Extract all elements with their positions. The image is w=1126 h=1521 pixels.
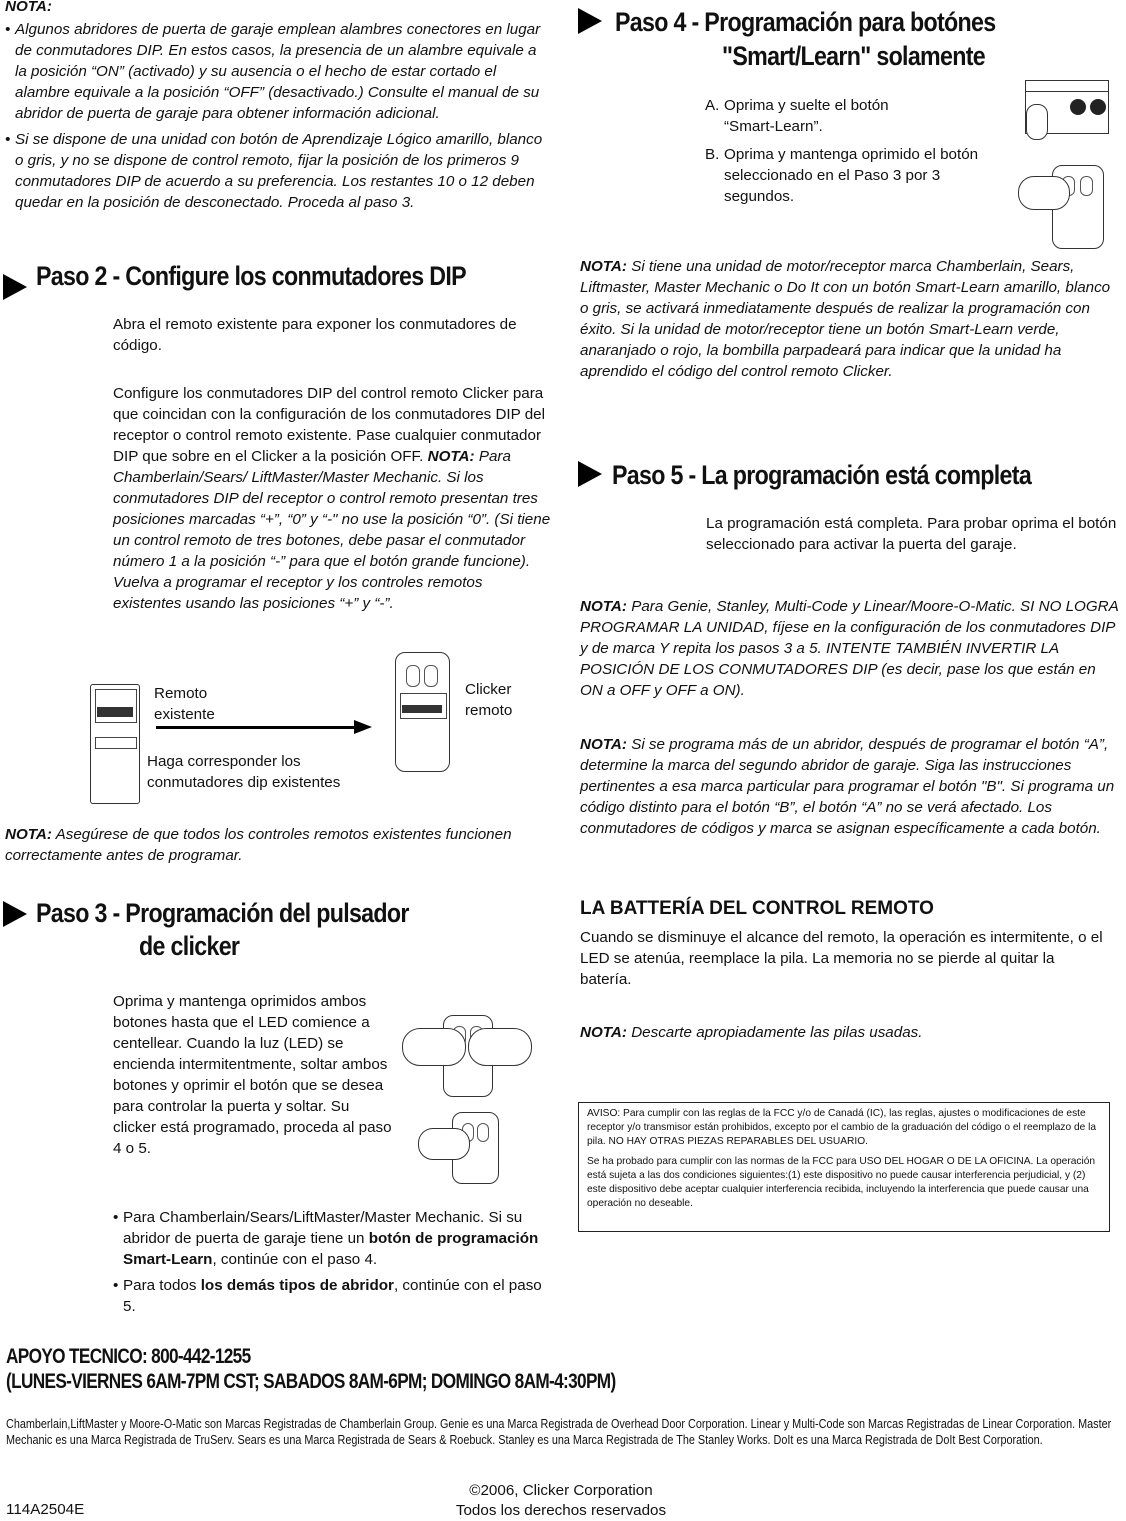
left-hand-icon [402,1028,466,1066]
match-dip-label: Haga corresponder los conmutadores dip existentes [147,753,341,791]
top-note-label: NOTA: [5,0,52,15]
step3-bullet2-bold: los demás tipos de abridor [200,1277,394,1294]
step3-para: Oprima y mantenga oprimidos ambos botones hasta que el LED comience a centellear. Cuando la luz (LED) se encienda intermitentmente, soltar ambos botones y oprimir el botón que se desea para controlar la puerta y soltar. Su clicker está programado, proceda al paso 4 o 5. [113,993,392,1157]
rights-reserved: Todos los derechos reservados [455,1502,667,1519]
step2-title: Paso 2 - Configure los conmutadores DIP [36,261,466,291]
step3-bullet2-text: Para todos [123,1277,197,1294]
pressing-hand-icon [418,1128,470,1160]
step3-bullet-list [113,1207,548,1317]
step4-item-b-text: Oprima y mantenga oprimido el botón seleccionado en el Paso 3 por 3 segundos. [724,146,979,205]
step3-title-line2: de clicker [139,931,240,961]
step4-item-a-text: Oprima y suelte el botón “Smart-Learn”. [724,97,889,135]
arrow-head-icon [354,720,372,734]
step2-para2 [113,383,551,614]
top-note-item: • Algunos abridores de puerta de garaje emplean alambres conectores en lugar de conmutadores DIP. En estos casos, la presencia de un alambre equivale a la posición “ON” (activado) y su ausencia o el hecho de estar cortado el alambre equivale a la posición “OFF” (desactivado.) Consulte el manual de su abridor de puerta de garaje para obtener información adicional. [5,19,550,124]
battery-para: Cuando se disminuye el alcance del remoto, la operación es intermitente, o el LED se atenúa, reemplace la pila. La memoria no se pierde al quitar la batería. [580,929,1103,988]
arrow-line [156,726,356,729]
step5-note2-text: Si se programa más de un abridor, después de programar el botón “A”, determine la marca del segundo abridor de garaje. Siga las instrucciones pertinentes a esa marca particular para programar el botón "B". Si programa un código distinto para el botón “B”, el botón “A” no se verá afectado. Los conmutadores de códigos y marca se asignan específicamente a cada botón. [580,736,1115,837]
step4-note [580,256,1120,382]
step4-note-label: NOTA: [580,258,627,275]
battery-title: LA BATTERÍA DEL CONTROL REMOTO [580,898,934,919]
step3-bullet1-text: Para Chamberlain/Sears/LiftMaster/Master Mechanic. Si su abridor de puerta de garaje tiene un [123,1209,523,1247]
battery-note-text: Descarte apropiadamente las pilas usadas. [631,1024,923,1041]
step3-bullet1-bold: botón de programación Smart-Learn [123,1230,539,1268]
step4-title-line1: Paso 4 - Programación para botónes [615,7,996,37]
step5-note1-text: Para Genie, Stanley, Multi-Code y Linear/Moore-O-Matic. SI NO LOGRA PROGRAMAR LA UNIDAD, fíjese en la configuración de los conmutadores DIP y de marca Y repita los pasos 3 a 5. INTENTE TAMBIÉN INVERTIR LA POSICIÓN DE LOS CONMUTADORES DIP (es decir, pase los que están en ON a OFF y OFF a ON). [580,598,1119,699]
trademarks: Chamberlain,LiftMaster y Moore-O-Matic son Marcas Registradas de Chamberlain Group. Genie es una Marca Registrada de Overhead Door Corporation. Linear y Multi-Code son Marcas Registradas de Linear Corporation. Master Mechanic es una Marca Registrada de TruServ. Sears es una Marca Registrada de Sears & Roebuck. Stanley es una Marca Registrada de The Stanley Works. DoIt es una Marca Registrada de DoIt Best Corporation. [6,1417,1112,1447]
support-hours: (LUNES-VIERNES 6AM-7PM CST; SABADOS 8AM-6PM; DOMINGO 8AM-4:30PM) [6,1370,616,1393]
step4-item-a-label: A. [705,97,720,114]
existing-remote-illustration [90,684,140,804]
step4-hand-icon [1018,176,1070,210]
battery-note [580,1022,1110,1043]
support-phone: APOYO TECNICO: 800-442-1255 [6,1345,251,1368]
step3-bullet1-post: , continúe con el paso 4. [212,1251,378,1268]
step2-para2-text: Configure los conmutadores DIP del control remoto Clicker para que coincidan con la configuración de los conmutadores DIP del receptor o control remoto existente. Pase cualquier conmutador DIP que sobre en el Clicker a la posición OFF. [113,385,545,465]
step5-title: Paso 5 - La programación está completa [612,460,1032,490]
step5-note2 [580,734,1120,839]
fcc-notice-p1: AVISO: Para cumplir con las reglas de la FCC y/o de Canadá (IC), las reglas, ajustes o modificaciones de este receptor y/o transmisor están prohibidos, excepto por el cambio de la graduación del código o el reemplazo de la pila. NO HAY OTRAS PIEZAS REPARABLES DEL USUARIO. [587,1108,1097,1147]
step4-item-b [705,144,1010,207]
step2-para1: Abra el remoto existente para exponer los conmutadores de código. [113,316,517,354]
step2-bottom-note-text: Asegúrese de que todos los controles remotos existentes funcionen correctamente antes de programar. [5,826,512,864]
right-hand-icon [468,1028,532,1066]
step3-bullet-item [113,1207,548,1270]
battery-note-label: NOTA: [580,1024,627,1041]
step4-note-text: Si tiene una unidad de motor/receptor marca Chamberlain, Sears, Liftmaster, Master Mechanic o Do It con un botón Smart-Learn amarillo, blanco o gris, se activará inmediatamente después de realizar la programación con éxito. Si la unidad de motor/receptor tiene un botón Smart-Learn verde, anaranjado o rojo, la bombilla parpadeará para indicar que la unidad ha aprendido el código del control remoto Clicker. [580,258,1111,380]
step3-bullet-item [113,1275,548,1317]
fcc-notice-p2: Se ha probado para cumplir con las normas de la FCC para USO DEL HOGAR O DE LA OFICINA. La operación está sujeta a las dos condiciones siguientes:(1) este dispositivo no puede causar interferencia perjudicial, y (2) este dispositivo debe aceptar cualquier interferencia recibida, incluyendo la interferencia que puede causar una operación no deseable. [587,1156,1096,1209]
step3-bullets [113,1207,548,1322]
fcc-notice-box [578,1102,1110,1232]
existing-remote-label: Remoto existente [154,685,215,723]
step5-note1-label: NOTA: [580,598,627,615]
top-note [5,0,550,218]
step5-note2-label: NOTA: [580,736,627,753]
step4-arrow-icon [578,8,602,34]
step4-item-a [705,95,920,137]
step4-title-line2: "Smart/Learn" solamente [722,41,985,71]
top-note-list [5,19,550,213]
clicker-remote-label: Clicker remoto [465,681,513,719]
step5-arrow-icon [578,461,602,487]
top-note-item: • Si se dispone de una unidad con botón de Aprendizaje Lógico amarillo, blanco o gris, y no se dispone de control remoto, fijar la posición de los primeros 9 conmutadores DIP de acuerdo a su preferencia. Los restantes 10 o 12 deben quedar en la posición de desconectado. Proceda al paso 3. [5,129,550,213]
step3-arrow-icon [3,901,27,927]
step3-bullet2-post: , continúe con el paso 5. [123,1277,542,1315]
step2-note-text: Para Chamberlain/Sears/ LiftMaster/Master Mechanic. Si los conmutadores DIP del receptor o control remoto presentan tres posiciones marcadas “+”, “0” y “-" no use la posición “0”. (Si tiene un control remoto de tres botones, debe pasar el conmutador número 1 a la posición “-” para que el botón grande funcione). Vuelva a programar el receptor y los controles remotos existentes usando las posiciones “+” y “-”. [113,448,551,612]
step2-bottom-note [5,824,545,866]
document-code: 114A2504E [6,1501,85,1518]
step2-arrow-icon [3,274,27,300]
step4-item-b-label: B. [705,146,720,163]
step2-bottom-note-label: NOTA: [5,826,52,843]
clicker-remote-illustration [395,652,450,772]
step5-para: La programación está completa. Para probar oprima el botón seleccionado para activar la puerta del garaje. [706,515,1117,553]
finger-press-icon [1026,104,1048,140]
copyright: ©2006, Clicker Corporation [469,1482,653,1499]
step3-title-line1: Paso 3 - Programación del pulsador [36,898,409,928]
step5-note1 [580,596,1122,701]
step2-note-label: NOTA: [427,448,475,465]
